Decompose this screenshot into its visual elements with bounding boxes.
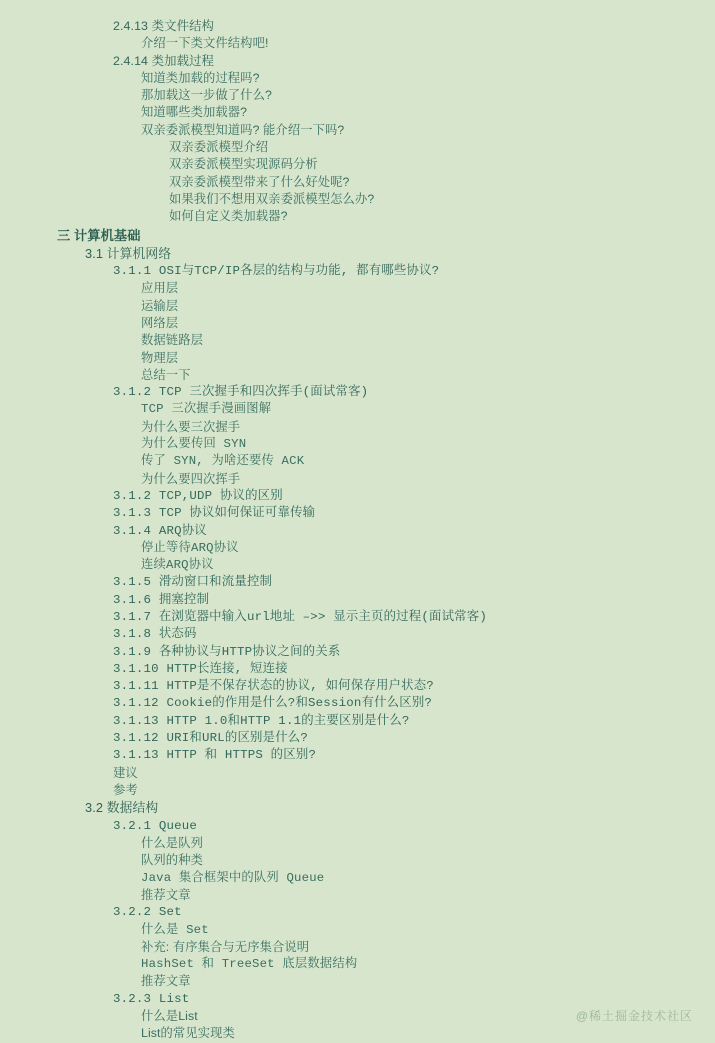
toc-entry[interactable]: 补充: 有序集合与无序集合说明 <box>141 939 310 954</box>
toc-entry[interactable]: 3.1.2 TCP,UDP 协议的区别 <box>113 488 283 503</box>
toc-entry[interactable]: 什么是 Set <box>141 922 209 937</box>
toc-entry[interactable]: 3.1.12 Cookie的作用是什么?和Session有什么区别? <box>113 696 433 711</box>
toc-entry[interactable]: 为什么要四次挥手 <box>141 471 241 486</box>
toc-entry[interactable]: 3.1.4 ARQ协议 <box>113 523 207 538</box>
toc-entry[interactable]: TCP 三次握手漫画图解 <box>141 402 272 417</box>
toc-entry[interactable]: 双亲委派模型带来了什么好处呢? <box>169 174 350 189</box>
toc-entry[interactable]: 3.2.2 Set <box>113 905 182 920</box>
toc-entry[interactable]: HashSet 和 TreeSet 底层数据结构 <box>141 957 358 972</box>
toc-entry[interactable]: 如何自定义类加载器? <box>169 209 288 224</box>
toc-entry[interactable]: 那加载这一步做了什么? <box>141 88 272 103</box>
table-of-contents <box>20 18 695 1043</box>
toc-entry[interactable]: 为什么要传回 SYN <box>141 437 247 452</box>
toc-entry[interactable]: 2.4.14 类加载过程 <box>113 53 215 68</box>
toc-entry[interactable]: 3.1.8 状态码 <box>113 627 197 642</box>
toc-entry[interactable]: 3.1.11 HTTP是不保存状态的协议, 如何保存用户状态? <box>113 679 434 694</box>
toc-entry[interactable]: 应用层 <box>141 281 179 296</box>
toc-entry[interactable]: List的常见实现类 <box>141 1026 235 1041</box>
toc-entry[interactable]: 连续ARQ协议 <box>141 558 214 573</box>
toc-entry[interactable]: 队列的种类 <box>141 853 203 868</box>
toc-entry[interactable]: 3.2.1 Queue <box>113 818 197 833</box>
toc-entry[interactable]: 3.1.10 HTTP长连接, 短连接 <box>113 661 288 676</box>
toc-entry[interactable]: 参考 <box>113 782 138 797</box>
toc-entry[interactable]: 三 计算机基础 <box>57 227 141 243</box>
toc-entry[interactable]: 3.1.5 滑动窗口和流量控制 <box>113 575 273 590</box>
toc-entry[interactable]: 介绍一下类文件结构吧! <box>141 36 269 51</box>
toc-entry[interactable]: 停止等待ARQ协议 <box>141 540 239 555</box>
watermark-label: @稀土掘金技术社区 <box>575 1009 693 1023</box>
toc-entry[interactable]: 双亲委派模型实现源码分析 <box>169 157 318 172</box>
toc-entry[interactable]: 为什么要三次握手 <box>141 419 241 434</box>
toc-entry[interactable]: 总结一下 <box>141 367 191 382</box>
toc-entry[interactable]: 推荐文章 <box>141 974 191 989</box>
toc-entry[interactable]: 数据链路层 <box>141 333 203 348</box>
toc-entry[interactable]: 3.1.13 HTTP 和 HTTPS 的区别? <box>113 748 317 763</box>
toc-entry[interactable]: 传了 SYN, 为啥还要传 ACK <box>141 454 305 469</box>
toc-entry[interactable]: 3.1.13 HTTP 1.0和HTTP 1.1的主要区别是什么? <box>113 713 410 728</box>
toc-entry[interactable]: 3.2 数据结构 <box>85 800 159 816</box>
toc-entry[interactable]: 3.1 计算机网络 <box>85 245 172 261</box>
toc-entry[interactable]: 3.1.3 TCP 协议如何保证可靠传输 <box>113 506 316 521</box>
toc-entry[interactable]: 2.4.13 类文件结构 <box>113 19 215 33</box>
toc-entry[interactable]: 什么是队列 <box>141 836 203 851</box>
toc-entry[interactable]: 3.1.9 各种协议与HTTP协议之间的关系 <box>113 644 341 659</box>
toc-entry[interactable]: 3.1.2 TCP 三次握手和四次挥手(面试常客) <box>113 385 369 400</box>
toc-entry[interactable]: 网络层 <box>141 315 179 330</box>
toc-entry[interactable]: 知道类加载的过程吗? <box>141 70 260 85</box>
toc-entry[interactable]: 3.1.12 URI和URL的区别是什么? <box>113 731 309 746</box>
toc-entry[interactable]: 推荐文章 <box>141 887 191 902</box>
toc-entry[interactable]: Java 集合框架中的队列 Queue <box>141 870 325 885</box>
toc-entry[interactable]: 3.1.7 在浏览器中输入url地址 –>> 显示主页的过程(面试常客) <box>113 610 487 624</box>
toc-entry[interactable]: 物理层 <box>141 350 179 365</box>
toc-entry[interactable]: 运输层 <box>141 298 179 313</box>
toc-entry[interactable]: 双亲委派模型知道吗? 能介绍一下吗? <box>141 122 345 137</box>
toc-entry[interactable]: 3.2.3 List <box>113 991 190 1006</box>
toc-entry[interactable]: 什么是List <box>141 1009 198 1024</box>
toc-entry[interactable]: 知道哪些类加载器? <box>141 105 248 120</box>
toc-entry[interactable]: 如果我们不想用双亲委派模型怎么办? <box>169 191 375 206</box>
toc-entry[interactable]: 双亲委派模型介绍 <box>169 140 269 155</box>
toc-entry[interactable]: 建议 <box>113 765 138 780</box>
toc-entry[interactable]: 3.1.6 拥塞控制 <box>113 592 210 607</box>
toc-entry[interactable]: 3.1.1 OSI与TCP/IP各层的结构与功能, 都有哪些协议? <box>113 264 440 279</box>
